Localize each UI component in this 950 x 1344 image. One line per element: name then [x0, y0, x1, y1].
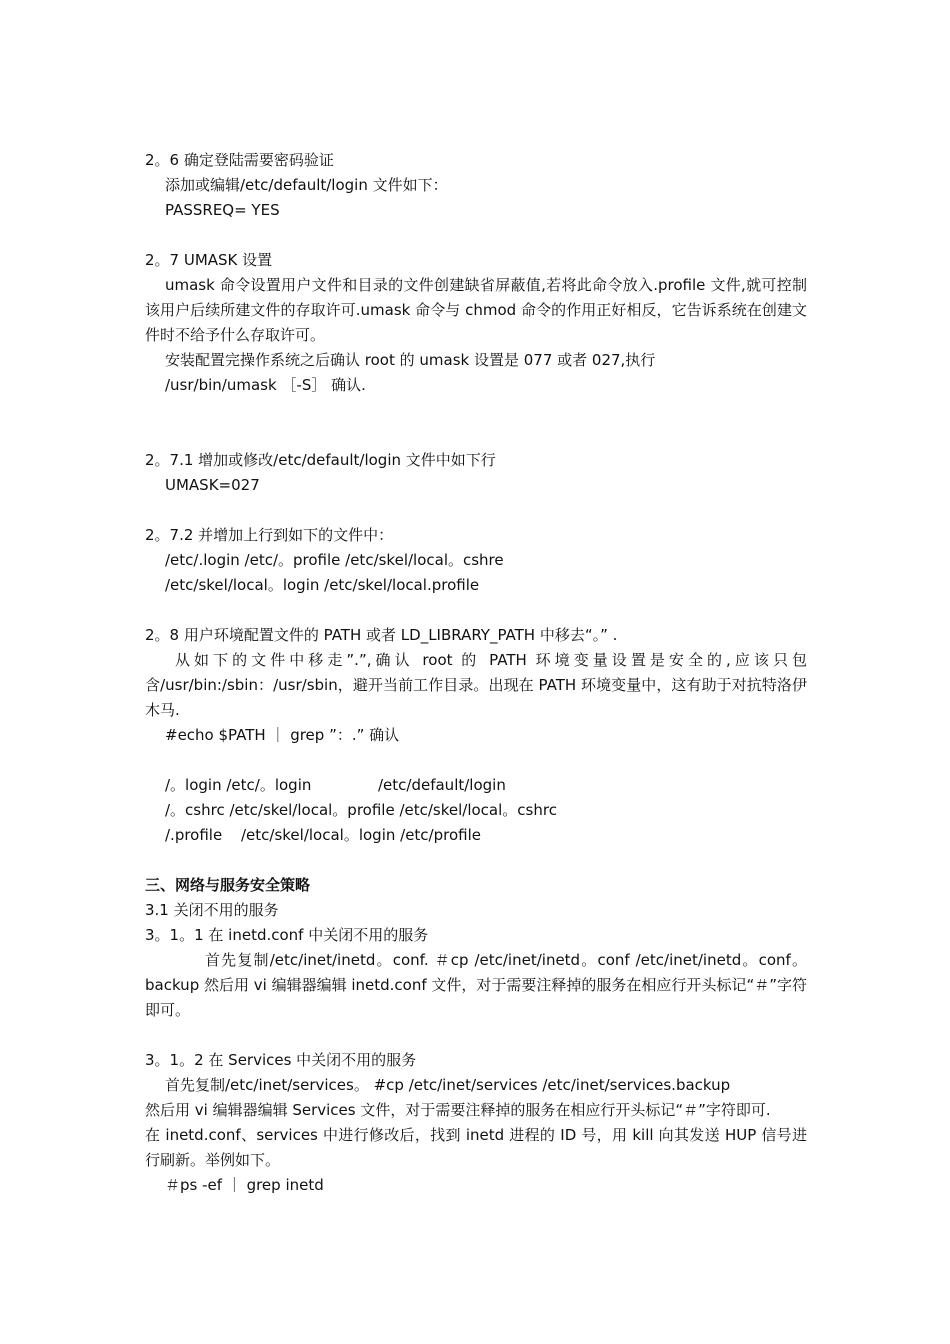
section-2-8-command: #echo $PATH ｜ grep ”：.” 确认 — [165, 726, 400, 744]
section-2-8-heading: 2。8 用户环境配置文件的 PATH 或者 LD_LIBRARY_PATH 中移去“。” . — [145, 626, 618, 644]
section-3-1-2-paragraph: 然后用 vi 编辑器编辑 Services 文件，对于需要注释掉的服务在相应行开头标记“＃”字符即可. — [145, 1101, 771, 1119]
section-2-7-2-heading: 2。7.2 并增加上行到如下的文件中： — [145, 526, 394, 544]
file-list-3a: /.profile — [165, 826, 223, 844]
file-list-3b: /etc/skel/local。login /etc/profile — [241, 826, 481, 844]
file-list-1b: /etc/default/login — [378, 776, 506, 794]
section-2-8-files-3 — [145, 823, 807, 848]
section-3-1-2-heading: 3。1。2 在 Services 中关闭不用的服务 — [145, 1051, 417, 1069]
section-2-7-2-files-1: /etc/.login /etc/。profile /etc/skel/local。cshre — [165, 551, 504, 569]
section-2-7-command: /usr/bin/umask ［-S］ 确认. — [165, 376, 366, 394]
section-3-1-3-paragraph: 在 inetd.conf、services 中进行修改后，找到 inetd 进程的 ID 号，用 kill 向其发送 HUP 信号进行刷新。举例如下。 — [145, 1126, 807, 1169]
section-3-1-2-line: 首先复制/etc/inet/services。 #cp /etc/inet/services /etc/inet/services.backup — [165, 1076, 731, 1094]
section-2-7-1-code: UMASK=027 — [165, 476, 260, 494]
section-2-8-files-1 — [145, 773, 807, 798]
file-list-1a: /。login /etc/。login — [165, 776, 312, 794]
section-2-8-files-2: /。cshrc /etc/skel/local。profile /etc/skel/local。cshrc — [165, 801, 557, 819]
section-2-7-1-heading: 2。7.1 增加或修改/etc/default/login 文件中如下行 — [145, 451, 496, 469]
section-3-1-3-command: ＃ps -ef ｜ grep inetd — [165, 1176, 324, 1194]
section-3-1-heading: 3.1 关闭不用的服务 — [145, 901, 279, 919]
section-2-8-paragraph: 从如下的文件中移走”.”,确认 root 的 PATH 环境变量设置是安全的,应该只包含/usr/bin:/sbin：/usr/sbin，避开当前工作目录。出现在 PATH 环境变量中，这有助于对抗特洛伊木马. — [145, 651, 807, 719]
section-3-1-1-paragraph: 首先复制/etc/inet/inetd。conf. ＃cp /etc/inet/inetd。conf /etc/inet/inetd。conf。backup 然后用 vi 编辑器编辑 inetd.conf 文件，对于需要注释掉的服务在相应行开头标记“＃”字符即可。 — [145, 951, 807, 1019]
document-page — [145, 148, 807, 1198]
section-2-7-heading: 2。7 UMASK 设置 — [145, 251, 273, 269]
section-2-7-2-files-2: /etc/skel/local。login /etc/skel/local.profile — [165, 576, 480, 594]
section-3-1-1-heading: 3。1。1 在 inetd.conf 中关闭不用的服务 — [145, 926, 429, 944]
section-2-6-line: 添加或编辑/etc/default/login 文件如下： — [165, 176, 448, 194]
section-3-title: 三、网络与服务安全策略 — [145, 876, 311, 894]
section-2-6-code: PASSREQ= YES — [165, 201, 280, 219]
section-2-7-line: 安装配置完操作系统之后确认 root 的 umask 设置是 077 或者 027,执行 — [165, 351, 656, 369]
section-2-7-paragraph: umask 命令设置用户文件和目录的文件创建缺省屏蔽值,若将此命令放入.profile 文件,就可控制该用户后续所建文件的存取许可.umask 命令与 chmod 命令的作用正好相反，它告诉系统在创建文件时不给予什么存取许可。 — [145, 276, 807, 344]
section-2-6-heading: 2。6 确定登陆需要密码验证 — [145, 151, 334, 169]
